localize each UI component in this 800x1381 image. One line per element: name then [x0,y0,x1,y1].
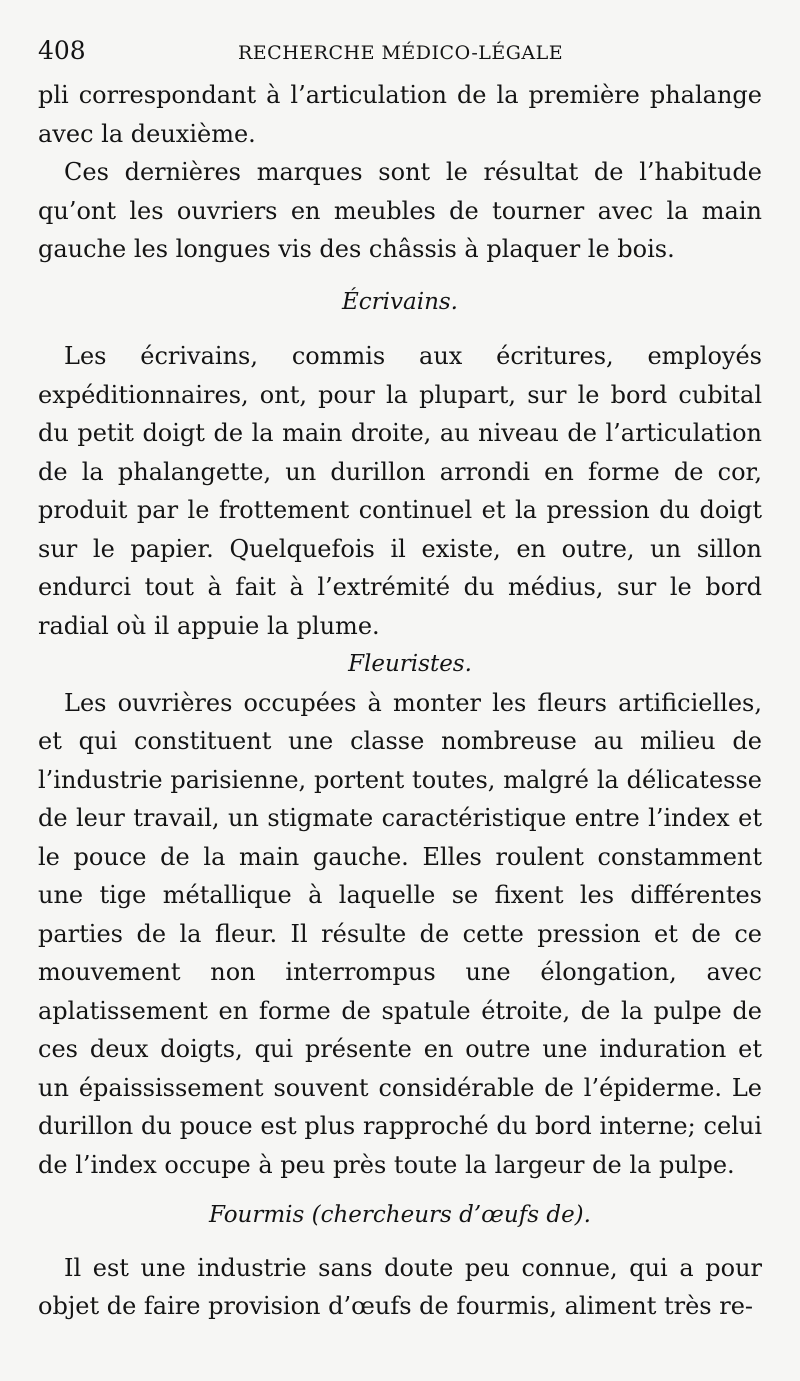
paragraph-continuation: pli correspondant à l’articulation de la première phalange avec la deuxième. [38,81,762,148]
body-text [38,76,762,1326]
page-number: 408 [38,36,86,65]
paragraph-fleuristes: Les ouvrières occupées à monter les fleurs artificielles, et qui constituent une classe nombreuse au milieu de l’industrie parisienne, portent toutes, malgré la délicatesse de leur travail, un stigmate caractéristique entre l’index et le pouce de la main gauche. Elles roulent constamment une tige métallique à laquelle se fixent les différentes parties de la fleur. Il résulte de cette pression et de ce mouvement non interrompus une élongation, avec aplatissement en forme de spatule étroite, de la pulpe de ces deux doigts, qui présente en outre une induration et un épaississement souvent considérable de l’épiderme. Le durillon du pouce est plus rapproché du bord interne; celui de l’index occupe à peu près toute la largeur de la pulpe. [38,688,762,1179]
section-heading-fleuristes: Fleuristes. [348,651,472,677]
section-heading-fourmis: Fourmis (chercheurs d’œufs de). [209,1202,591,1228]
running-head: RECHERCHE MÉDICO-LÉGALE [238,42,564,64]
paragraph-fourmis: Il est une industrie sans doute peu connue, qui a pour objet de faire provision d’œufs de fourmis, aliment très re- [38,1253,762,1320]
page-header [38,36,762,76]
paragraph-marques: Ces dernières marques sont le résultat de l’habitude qu’ont les ouvriers en meubles de tourner avec la main gauche les longues vis des châssis à plaquer le bois. [38,158,762,263]
section-heading-ecrivains: Écrivains. [341,288,458,315]
paragraph-ecrivains: Les écrivains, commis aux écritures, employés expéditionnaires, ont, pour la plupart, sur le bord cubital du petit doigt de la main droite, au niveau de l’articulation de la phalangette, un durillon arrondi en forme de cor, produit par le frottement continuel et la pression du doigt sur le papier. Quelquefois il existe, en outre, un sillon endurci tout à fait à l’extrémité du médius, sur le bord radial où il appuie la plume. [38,342,762,640]
